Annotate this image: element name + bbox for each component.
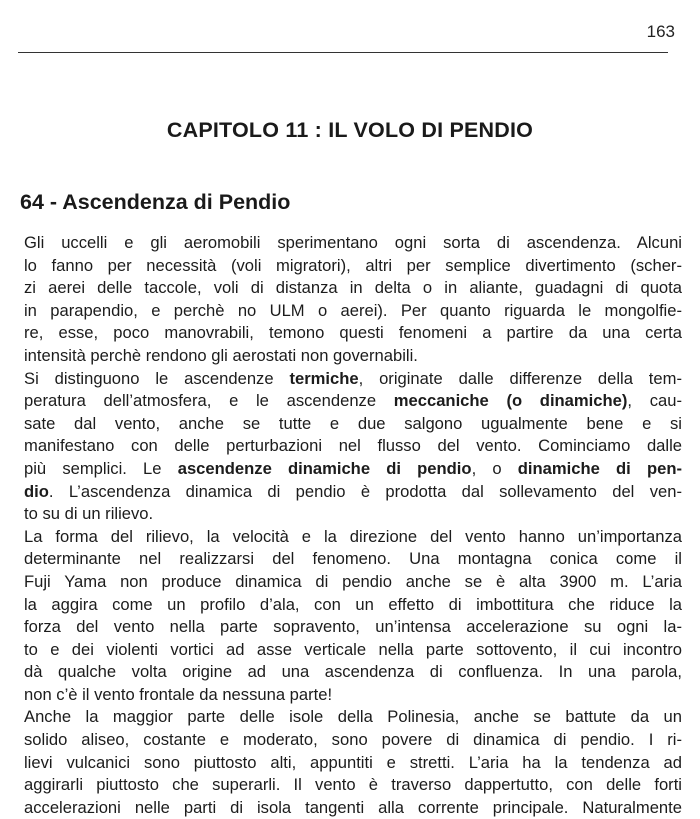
text-line [24, 706, 682, 729]
text-line [24, 345, 682, 368]
text-run: to e dei violenti vortici ad asse verticale nella parte sottovento, il cui incontro [24, 639, 682, 659]
text-run: re, esse, poco manovrabili, temono questi fenomeni a partire da una certa [24, 323, 682, 343]
text-run: peratura dell’atmosfera, e le ascendenze [24, 391, 394, 411]
bold-term: dinamiche di pen- [517, 458, 682, 478]
text-run: dà qualche volta origine ad una ascendenza di confluenza. In una parola, [24, 662, 682, 682]
text-line [24, 481, 682, 504]
text-line [24, 300, 682, 323]
bold-term: termiche [289, 368, 359, 388]
page-number: 163 [646, 22, 675, 41]
text-run: , cau- [627, 391, 682, 411]
text-run: zi aerei delle taccole, voli di distanza in delta o in aliante, guadagni di quota [24, 278, 682, 298]
bold-term: meccaniche (o dinamiche) [393, 391, 628, 411]
text-run: to su di un rilievo. [24, 504, 154, 524]
text-run: non c’è il vento frontale da nessuna parte! [24, 684, 333, 704]
text-line [24, 503, 682, 526]
text-run: determinante nel realizzarsi del fenomeno. Una montagna conica come il [24, 549, 682, 569]
text-line [24, 368, 682, 391]
text-run: forza del vento nella parte sopravento, un’intensa accelerazione su ogni la- [24, 617, 682, 637]
text-run: Fuji Yama non produce dinamica di pendio anche se è alta 3900 m. L’aria [24, 571, 682, 591]
text-line [24, 774, 682, 797]
text-run: intensità perchè rendono gli aerostati non governabili. [24, 345, 418, 365]
text-run: Gli uccelli e gli aeromobili sperimentano ogni sorta di ascendenza. Alcuni [24, 233, 682, 252]
text-line [24, 255, 682, 278]
text-run: la aggira come un profilo d’ala, con un effetto di imbottitura che riduce la [24, 594, 682, 614]
text-line [24, 616, 682, 639]
chapter-title: CAPITOLO 11 : IL VOLO DI PENDIO [166, 118, 534, 142]
text-line [24, 752, 682, 775]
text-run: La forma del rilievo, la velocità e la direzione del vento hanno un’importanza [24, 526, 682, 546]
text-run: in parapendio, e perchè no ULM o aerei). Per quanto riguarda le mongolfie- [24, 300, 682, 320]
text-line [24, 684, 682, 707]
text-line [24, 594, 682, 617]
text-line [24, 571, 682, 594]
text-run: più semplici. Le [24, 458, 178, 478]
text-line [24, 797, 682, 819]
text-line [24, 413, 682, 436]
header-rule [18, 52, 668, 53]
text-run: solido aliseo, costante e moderato, sono povere di dinamica di pendio. I ri- [24, 730, 682, 750]
text-run: Anche la maggior parte delle isole della Polinesia, anche se battute da un [24, 707, 682, 727]
text-run: Si distinguono le ascendenze [24, 368, 290, 388]
text-run: , o [471, 458, 518, 478]
text-run: , originate dalle differenze della tem- [358, 368, 682, 388]
text-line [24, 526, 682, 549]
text-run: lievi vulcanici sono piuttosto alti, appuntiti e stretti. L’aria ha la tendenza ad [24, 752, 682, 772]
text-line [24, 729, 682, 752]
text-line [24, 390, 682, 413]
text-line [24, 548, 682, 571]
bold-term: dio [24, 481, 49, 501]
text-line [24, 639, 682, 662]
body-text [24, 232, 682, 819]
text-run: manifestano con delle perturbazioni nel flusso del vento. Cominciamo dalle [24, 436, 682, 456]
section-title: 64 - Ascendenza di Pendio [20, 190, 291, 214]
text-line [24, 458, 682, 481]
text-run: sate dal vento, anche se tutte e due salgono ugualmente bene e si [24, 413, 682, 433]
text-run: lo fanno per necessità (voli migratori), altri per semplice divertimento (scher- [24, 255, 682, 275]
text-line [24, 322, 682, 345]
text-run: aggirarli piuttosto che superarli. Il vento è traverso dappertutto, con delle forti [24, 775, 682, 795]
bold-term: ascendenze dinamiche di pendio [177, 458, 472, 478]
text-line [24, 277, 682, 300]
text-run: accelerazioni nelle parti di isola tangenti alla corrente principale. Naturalmente [24, 797, 682, 817]
text-run: . L’ascendenza dinamica di pendio è prodotta dal sollevamento del ven- [48, 481, 682, 501]
text-line [24, 435, 682, 458]
text-line [24, 232, 682, 255]
text-line [24, 661, 682, 684]
